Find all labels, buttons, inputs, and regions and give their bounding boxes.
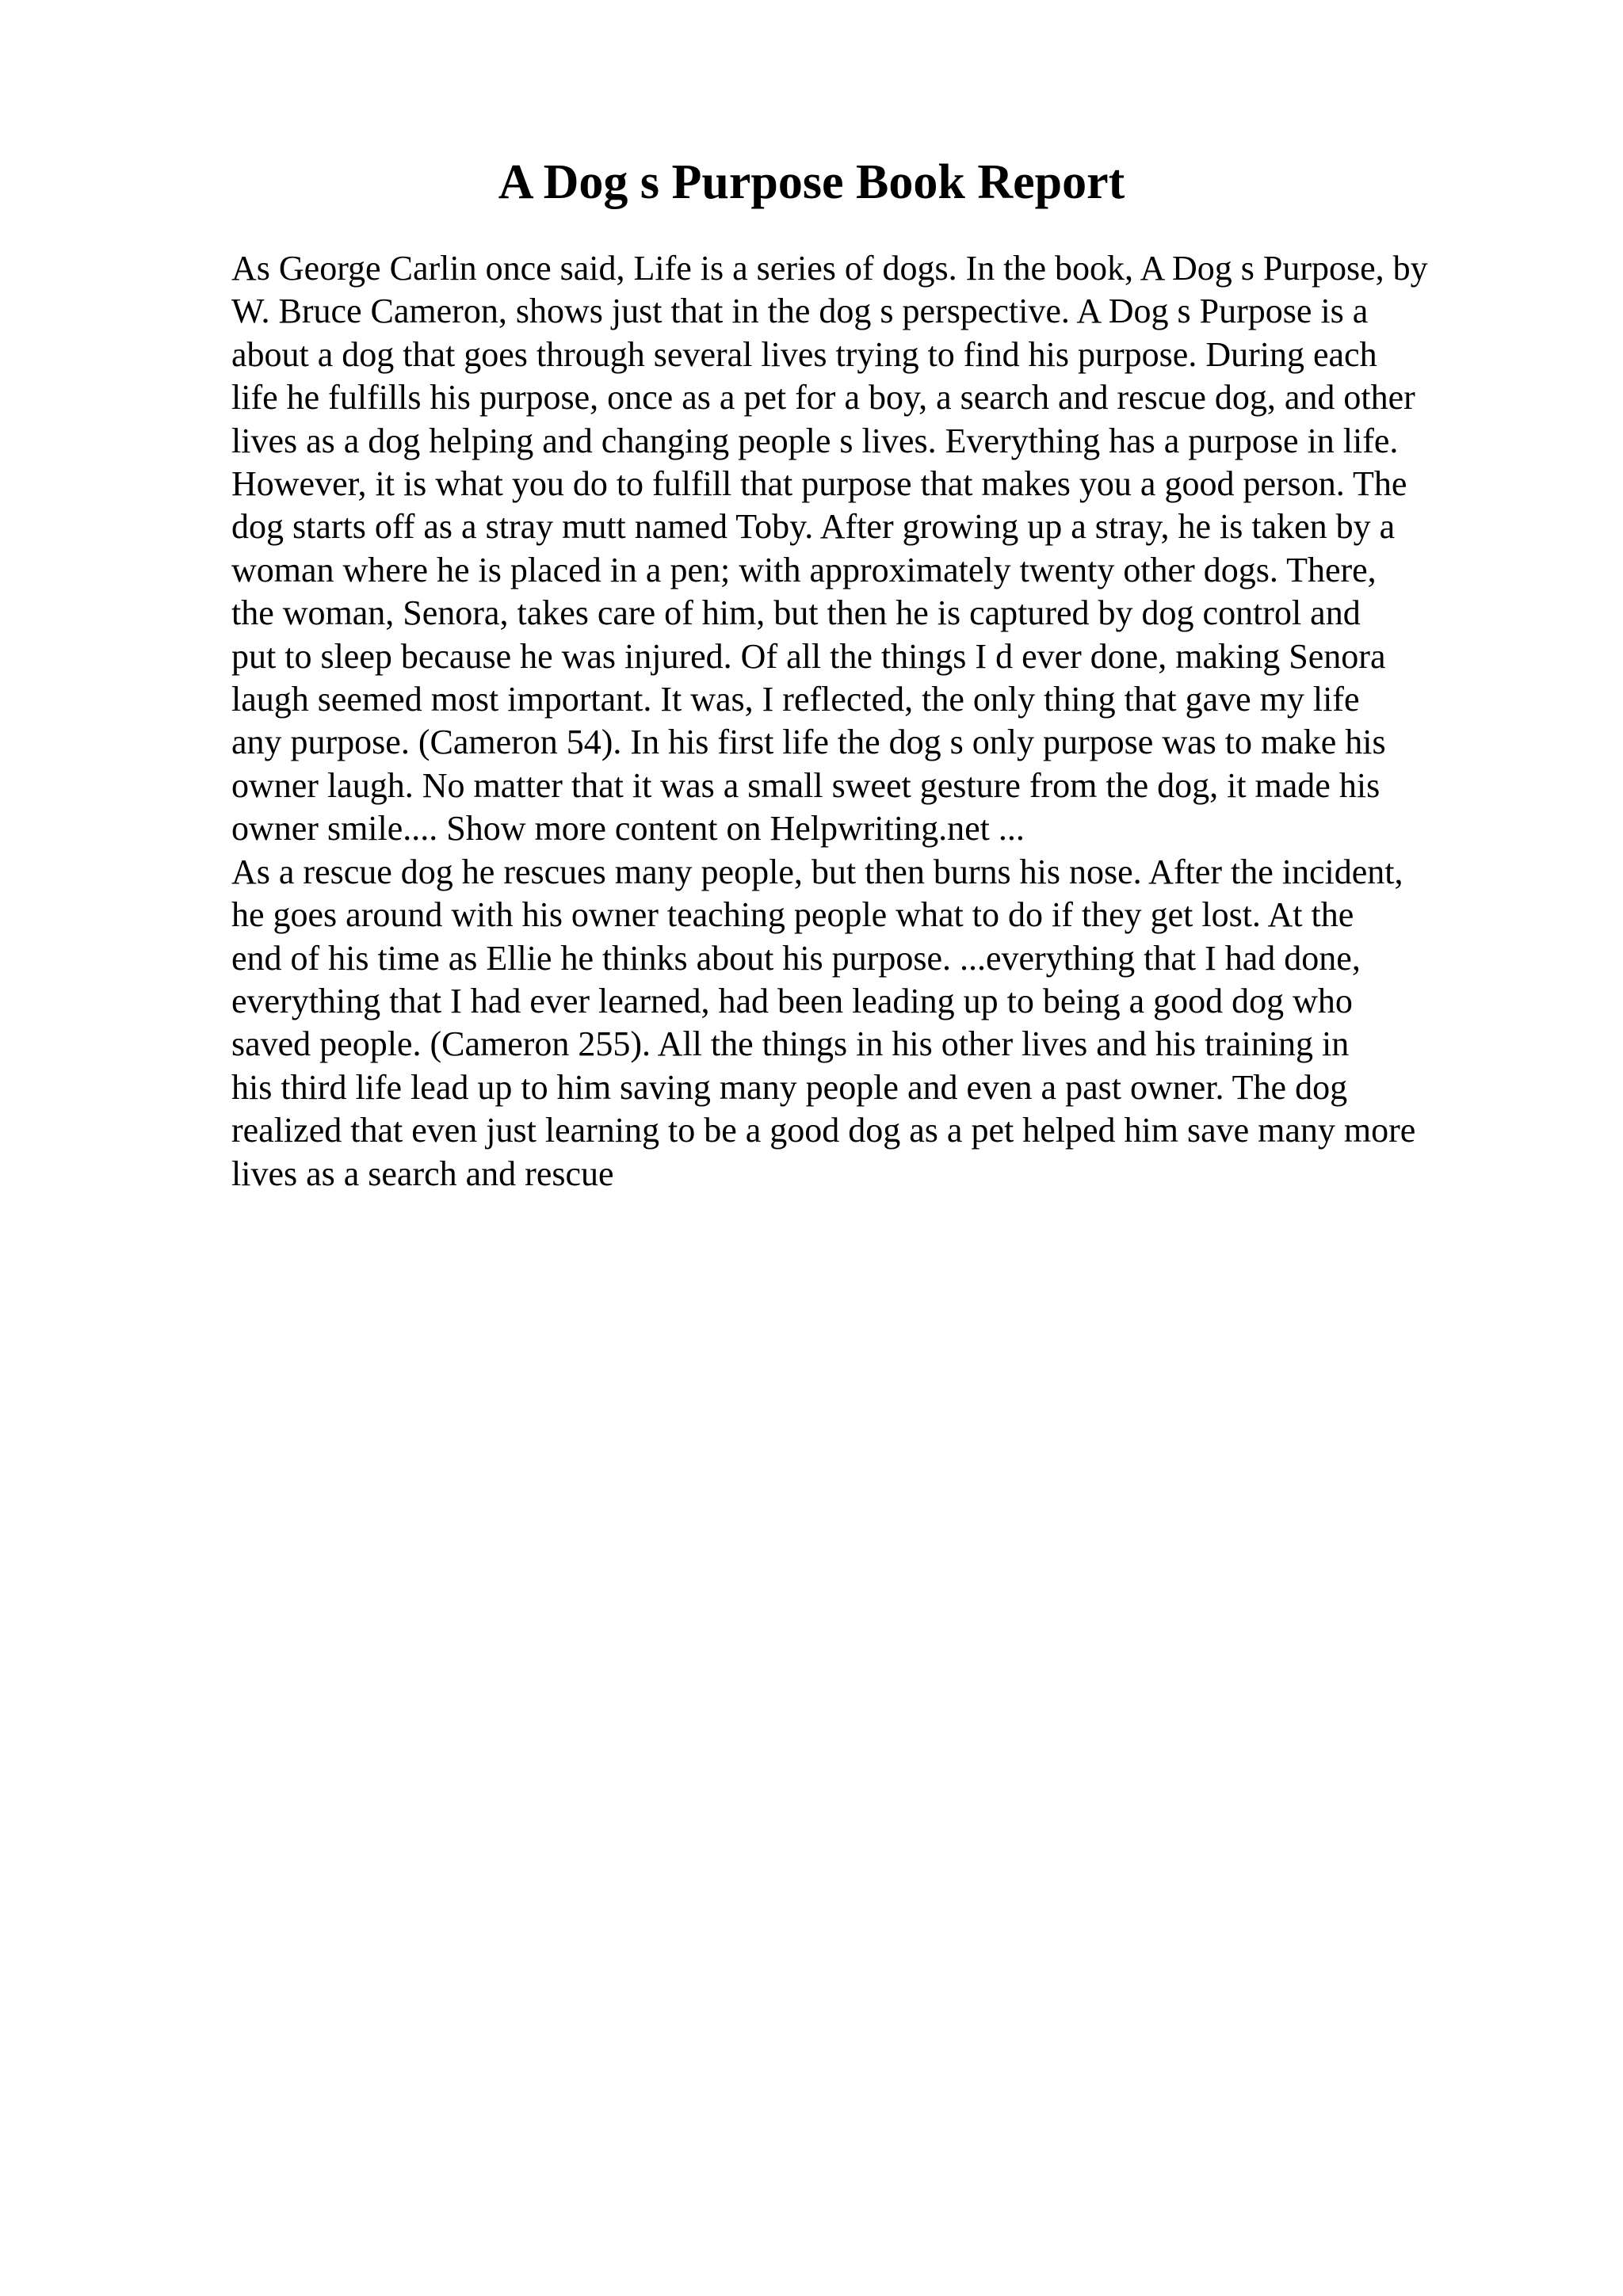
text-line: As George Carlin once said, Life is a series of dogs. In the book, A Dog s Purpose, by — [231, 249, 1428, 288]
text-line: he goes around with his owner teaching people what to do if they get lost. At the — [231, 895, 1354, 935]
text-line: W. Bruce Cameron, shows just that in the dog s perspective. A Dog s Purpose is a — [231, 292, 1369, 331]
text-line: about a dog that goes through several lives trying to find his purpose. During each — [231, 334, 1377, 374]
text-line: his third life lead up to him saving many people and even a past owner. The dog — [231, 1067, 1348, 1107]
text-line: dog starts off as a stray mutt named Toby. After growing up a stray, he is taken by a — [231, 507, 1396, 547]
text-line: put to sleep because he was injured. Of all the things I d ever done, making Senora — [231, 636, 1386, 676]
text-line: everything that I had ever learned, had been leading up to being a good dog who — [231, 981, 1353, 1020]
text-line: woman where he is placed in a pen; with approximately twenty other dogs. There, — [231, 550, 1377, 589]
text-line: laugh seemed most important. It was, I reflected, the only thing that gave my life — [231, 680, 1360, 719]
text-line: owner smile.... Show more content on Helpwriting.net ... — [231, 809, 1025, 849]
text-line: end of his time as Ellie he thinks about his purpose. ...everything that I had done, — [231, 938, 1361, 978]
page-title: A Dog s Purpose Book Report — [498, 155, 1125, 209]
body-text — [231, 247, 1594, 1196]
text-line: lives as a search and rescue — [231, 1154, 614, 1193]
text-line: As a rescue dog he rescues many people, but then burns his nose. After the incident, — [231, 852, 1403, 891]
text-line: any purpose. (Cameron 54). In his first life the dog s only purpose was to make his — [231, 723, 1386, 762]
text-line: However, it is what you do to fulfill that purpose that makes you a good person. The — [231, 464, 1407, 504]
text-line: lives as a dog helping and changing people s lives. Everything has a purpose in life. — [231, 421, 1399, 460]
text-line: saved people. (Cameron 255). All the things in his other lives and his training in — [231, 1024, 1350, 1064]
text-line: life he fulfills his purpose, once as a pet for a boy, a search and rescue dog, and other — [231, 378, 1415, 418]
text-line: the woman, Senora, takes care of him, but then he is captured by dog control and — [231, 593, 1361, 633]
text-line: realized that even just learning to be a good dog as a pet helped him save many more — [231, 1111, 1416, 1150]
text-line: owner laugh. No matter that it was a small sweet gesture from the dog, it made his — [231, 765, 1381, 805]
